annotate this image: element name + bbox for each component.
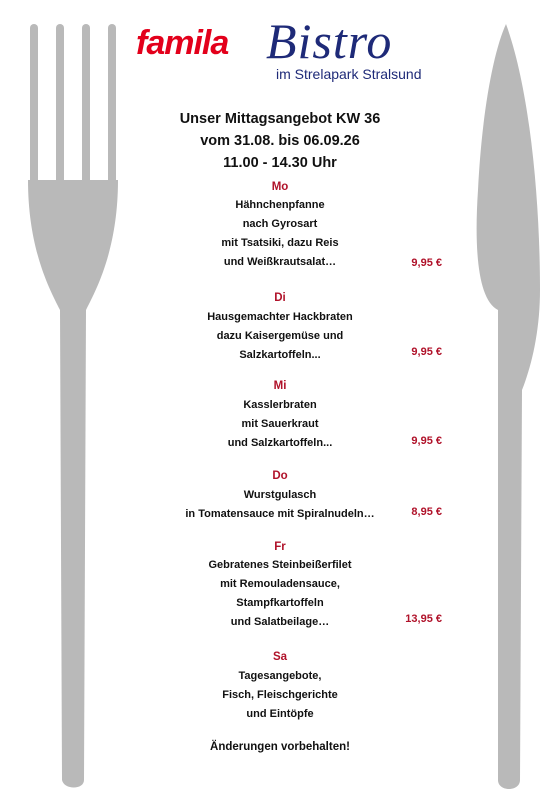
menu-header — [0, 108, 560, 174]
footer-note: Änderungen vorbehalten! — [210, 741, 350, 753]
day-label-sa: Sa — [272, 651, 288, 663]
dish-mi — [0, 396, 560, 453]
dish-line: Tagesangebote, — [238, 670, 322, 682]
day-label-mo: Mo — [271, 181, 289, 193]
dish-line: mit Sauerkraut — [241, 418, 319, 430]
dish-sa — [0, 667, 560, 724]
day-label-mi: Mi — [273, 380, 287, 392]
dish-di — [0, 308, 560, 365]
header-title: Unser Mittagsangebot KW 36 — [179, 111, 381, 127]
dish-line: und Weißkrautsalat… — [223, 256, 337, 268]
logo-subtitle: im Strelapark Stralsund — [276, 66, 422, 82]
dish-line: und Salzkartoffeln... — [227, 437, 333, 449]
dish-line: und Eintöpfe — [246, 708, 314, 720]
dish-line: und Salatbeilage… — [230, 616, 330, 628]
logo-brand: famila — [136, 24, 229, 62]
dish-line: Kasslerbraten — [243, 399, 317, 411]
dish-mo — [0, 196, 560, 272]
logo-title: Bistro — [266, 13, 393, 69]
dish-line: Hausgemachter Hackbraten — [207, 311, 353, 323]
price-mo: 9,95 € — [411, 257, 442, 269]
dish-line: mit Remouladensauce, — [220, 578, 340, 590]
day-label-fr: Fr — [274, 541, 286, 553]
dish-line: Stampfkartoffeln — [236, 597, 324, 609]
dish-line: Gebratenes Steinbeißerfilet — [208, 559, 352, 571]
day-label-di: Di — [274, 292, 286, 304]
dish-line: Salzkartoffeln... — [239, 349, 321, 361]
dish-line: nach Gyrosart — [242, 218, 318, 230]
dish-do — [0, 486, 560, 524]
day-label-do: Do — [272, 470, 288, 482]
header-hours: 11.00 - 14.30 Uhr — [223, 155, 337, 171]
dish-line: mit Tsatsiki, dazu Reis — [221, 237, 339, 249]
dish-line: dazu Kaisergemüse und — [216, 330, 344, 342]
dish-line: Wurstgulasch — [243, 489, 317, 501]
price-mi: 9,95 € — [411, 435, 442, 447]
price-do: 8,95 € — [411, 506, 442, 518]
header-dates: vom 31.08. bis 06.09.26 — [200, 133, 360, 149]
price-di: 9,95 € — [411, 346, 442, 358]
price-fr: 13,95 € — [405, 613, 442, 625]
dish-line: Hähnchenpfanne — [235, 199, 325, 211]
dish-fr — [0, 556, 560, 632]
dish-line: Fisch, Fleischgerichte — [222, 689, 338, 701]
dish-line: in Tomatensauce mit Spiralnudeln… — [185, 508, 375, 520]
logo — [0, 13, 560, 88]
